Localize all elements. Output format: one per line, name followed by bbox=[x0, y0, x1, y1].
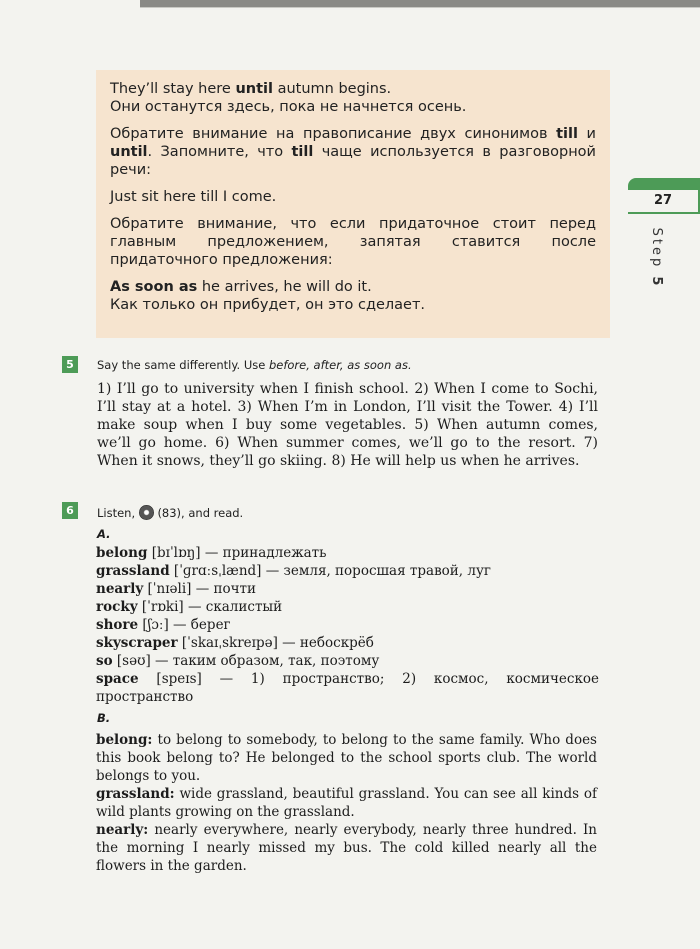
top-bar bbox=[140, 0, 700, 7]
section-b-label: B. bbox=[97, 711, 111, 725]
note-till-until: Обратите внимание на правописание двух синонимов till и until. Запомните, что till чаще используется в разговорной речи: bbox=[110, 126, 596, 178]
exercise-6-badge: 6 bbox=[62, 502, 78, 519]
vocabulary-list bbox=[96, 544, 599, 706]
vocab-item: space [speɪs] — 1) пространство; 2) космос, космическое пространство bbox=[96, 671, 599, 705]
note-comma: Обратите внимание, что если придаточное стоит перед главным предложением, запятая ставится после придаточного предложения: bbox=[110, 216, 596, 268]
vocab-item: shore [ʃɔː] — берег bbox=[96, 617, 231, 633]
exercise-5-badge: 5 bbox=[62, 356, 78, 373]
section-b-text bbox=[96, 731, 597, 875]
page-number: 27 bbox=[628, 190, 698, 214]
exercise-5-text: 1) I’ll go to university when I finish school. 2) When I come to Sochi, I’ll stay at a hotel. 3) When I’m in London, I’ll visit the Tower. 4) I’ll make soup when I buy some vegetables. 5) When autumn comes, we’ll go home. 6) When summer comes, we’ll go to the resort. 7) When it snows, they’ll go skiing. 8) He will help us when he arrives. bbox=[97, 381, 598, 469]
usage-paragraph: nearly: nearly everywhere, nearly everybody, nearly three hundred. In the morning I nearly missed my bus. The cold killed nearly all the flowers in the garden. bbox=[96, 822, 597, 874]
audio-cd-icon bbox=[139, 505, 154, 520]
vocab-item: so [səʊ] — таким образом, так, поэтому bbox=[96, 653, 380, 669]
vocab-item: rocky [ˈrɒki] — скалистый bbox=[96, 599, 283, 615]
top-line bbox=[140, 7, 700, 8]
grammar-rule-box bbox=[96, 70, 610, 338]
vocab-item: grassland [ˈɡrɑːsˌlænd] — земля, поросшая травой, луг bbox=[96, 563, 491, 579]
usage-paragraph: grassland: wide grassland, beautiful grassland. You can see all kinds of wild plants growing on the grassland. bbox=[96, 786, 597, 820]
example-as-soon-as: As soon as he arrives, he will do it. Как только он прибудет, он это сделает. bbox=[110, 279, 426, 313]
vocab-item: skyscraper [ˈskaɪˌskreɪpə] — небоскрёб bbox=[96, 635, 374, 651]
vocab-item: belong [bɪˈlɒŋ] — принадлежать bbox=[96, 545, 327, 561]
exercise-5-instruction: Say the same differently. Use before, after, as soon as. bbox=[97, 358, 412, 372]
example-till: Just sit here till I come. bbox=[110, 189, 277, 205]
step-label: Step 5 bbox=[649, 227, 664, 289]
exercise-6-instruction: Listen, (83), and read. bbox=[97, 506, 244, 520]
section-a-label: A. bbox=[97, 527, 111, 541]
example-until: They’ll stay here until autumn begins. Они останутся здесь, пока не начнется осень. bbox=[110, 81, 467, 115]
vocab-item: nearly [ˈnɪəli] — почти bbox=[96, 581, 257, 597]
usage-paragraph: belong: to belong to somebody, to belong to the same family. Who does this book belong to? He belonged to the school sports club. The world belongs to you. bbox=[96, 732, 597, 784]
